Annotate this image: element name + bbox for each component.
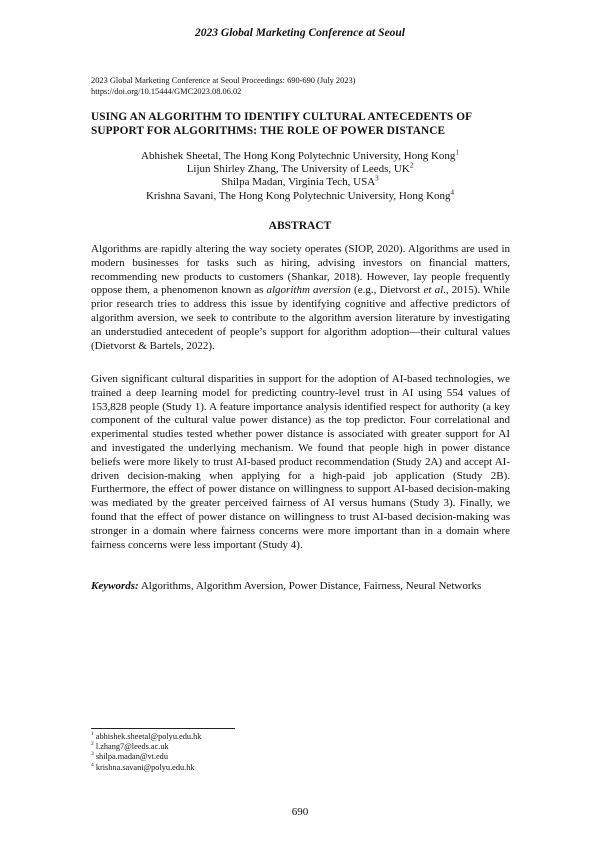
running-header: 2023 Global Marketing Conference at Seoul [195,27,405,39]
keywords-label: Keywords: [91,580,139,592]
email-link[interactable]: shilpa.madan@vt.edu [95,752,168,762]
keywords [91,580,510,594]
footnotes [91,732,391,773]
abstract-paragraph-1: Algorithms are rapidly altering the way society operates (SIOP, 2020). Algorithms are used in modern businesses for tasks such as hiring, advising investors on financial matters, recommending new products to customers (Shankar, 2018). However, lay people frequently oppose them, a phenomenon known as algorithm aversion (e.g., Dietvorst et al., 2015). While prior research tries to address this issue by identifying cognitive and affective predictors of algorithm aversion, we seek to contribute to the algorithm aversion literature by investigating an understudied antecedent of people’s support for algorithm adoption—their cultural values (Dietvorst & Bartels, 2022). [91,243,511,352]
footnote: $^4$ krishna.savani@polyu.edu.hk [91,761,195,772]
email-link[interactable]: abhishek.sheetal@polyu.edu.hk [95,732,202,741]
author-line: Krishna Savani, The Hong Kong Polytechnic University, Hong Kong$^4$ [145,187,455,202]
author-line: Abhishek Sheetal, The Hong Kong Polytechnic University, Hong Kong$^1$ [141,148,459,162]
keywords-text: Algorithms, Algorithm Aversion, Power Distance, Fairness, Neural Networks [138,580,482,592]
footnote: $^1$ abhishek.sheetal@polyu.edu.hk [91,731,202,741]
author-line: Shilpa Madan, Virginia Tech, USA$^3$ [221,174,379,189]
proceedings-info [91,76,511,97]
footnote: $^2$ l.zhang7@leeds.ac.uk [91,741,169,752]
footnote-marker: 3 [375,174,379,183]
abstract-heading: ABSTRACT [268,220,332,232]
abstract-paragraph-2: Given significant cultural disparities in support for the adoption of AI-based technologies, we trained a deep learning model for predicting country-level trust in AI using 554 values of 153,828 people (Study 1). A feature importance analysis identified respect for authority (a key component of the cultural value power distance) as the top predictor. Four correlational and experimental studies tested whether power distance is associated with greater support for AI and investigated the underlying mechanism. We found that people high in power distance beliefs were more likely to trust AI-based product recommendation (Study 2A) and accept AI-driven decision-making when applying for a high-paid job application (Study 2B). Furthermore, the effect of power distance on willingness to support AI-based decision-making was mediated by the greater perceived fairness of AI versus humans (Study 3). Finally, we found that the effect of power distance on willingness to trust AI-based decision-making was stronger in a domain where fairness concerns were more important than in a domain where fairness concerns were less important (Study 4). [91,373,510,551]
term-algorithm-aversion: algorithm aversion [266,284,351,297]
paper-title: USING AN ALGORITHM TO IDENTIFY CULTURAL ANTECEDENTS OF SUPPORT FOR ALGORITHMS: THE ROLE OF POWER DISTANCE [91,111,472,137]
doi-link[interactable]: https://doi.org/10.15444/GMC2023.08.06.02 [91,86,242,96]
footnote-divider [91,728,235,729]
author-line: Lijun Shirley Zhang, The University of Leeds, $UK^2$ [186,161,414,176]
footnote-marker: 1 [455,148,459,157]
author-list [60,150,540,203]
proceedings-citation: 2023 Global Marketing Conference at Seoul Proceedings: 690-690 (July 2023) [91,76,356,85]
footnote-marker: 2 [409,161,414,170]
footnote-marker: 4 [450,187,455,196]
footnote: $^3$ shilpa.madan@vt.edu [91,751,168,762]
email-link[interactable]: krishna.savani@polyu.edu.hk [95,762,195,772]
email-link[interactable]: l.zhang7@leeds.ac.uk [95,742,169,752]
page-number: 690 [291,806,309,818]
